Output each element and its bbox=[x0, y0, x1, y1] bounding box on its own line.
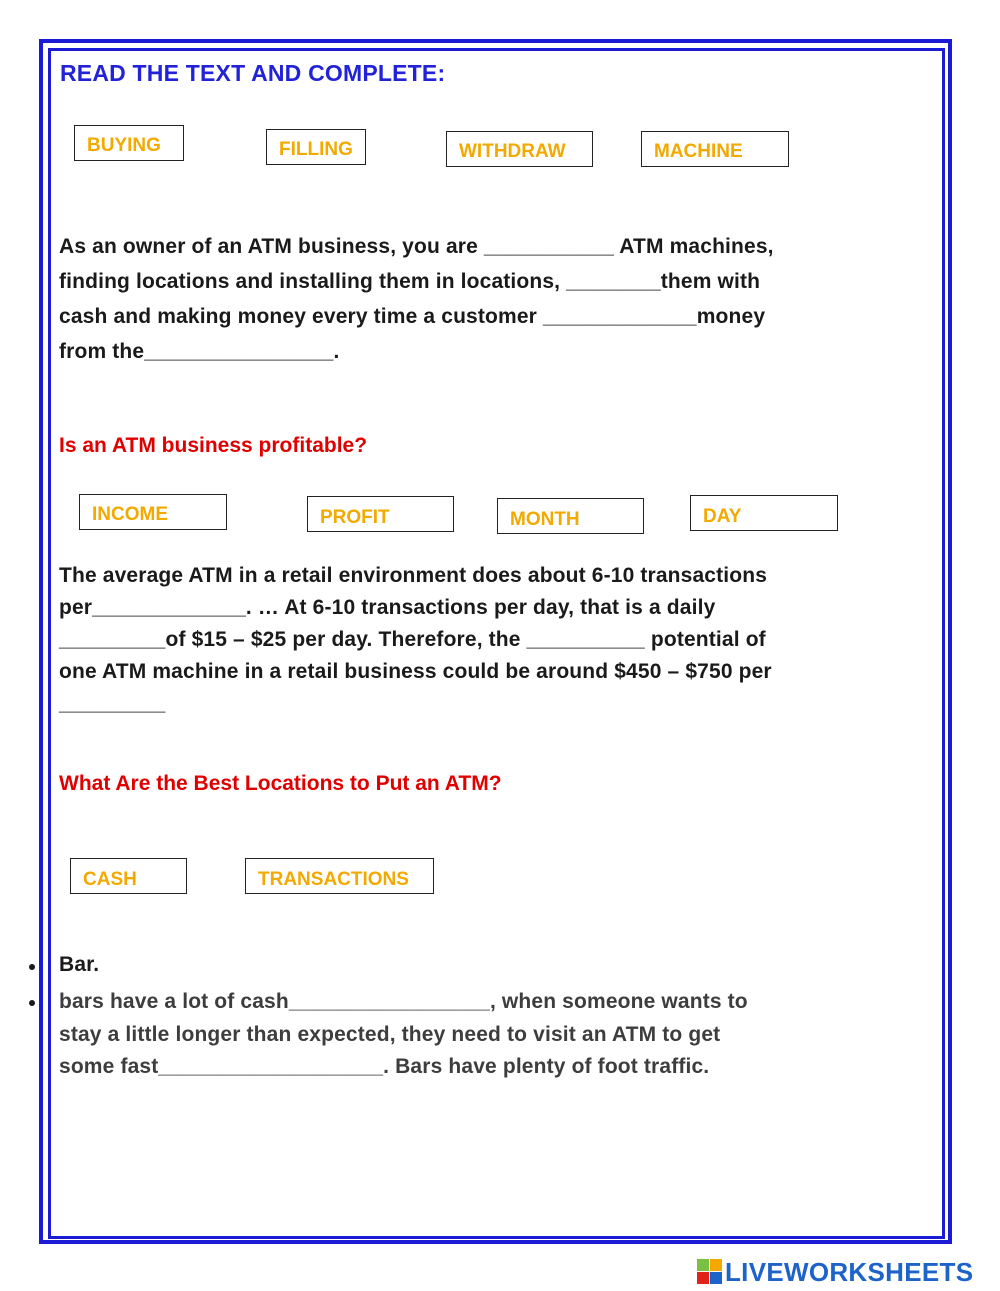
word-box-month[interactable] bbox=[497, 498, 644, 534]
word-label: PROFIT bbox=[320, 507, 390, 528]
paragraph-2-line-5: _________ bbox=[59, 692, 166, 715]
liveworksheets-logo bbox=[697, 1258, 973, 1286]
heading-best-locations: What Are the Best Locations to Put an ATM? bbox=[59, 772, 502, 795]
word-label: CASH bbox=[83, 869, 137, 890]
heading-profitable: Is an ATM business profitable? bbox=[59, 434, 368, 457]
word-box-withdraw[interactable] bbox=[446, 131, 593, 167]
paragraph-2-line-3: _________of $15 – $25 per day. Therefore, the __________ potential of bbox=[59, 628, 766, 651]
logo-text: LIVEWORKSHEETS bbox=[725, 1257, 974, 1287]
word-box-buying[interactable] bbox=[74, 125, 184, 161]
word-label: WITHDRAW bbox=[459, 141, 566, 162]
paragraph-2-line-1: The average ATM in a retail environment does about 6-10 transactions bbox=[59, 564, 768, 587]
word-box-machine[interactable] bbox=[641, 131, 789, 167]
word-box-income[interactable] bbox=[79, 494, 227, 530]
word-box-filling[interactable] bbox=[266, 129, 366, 165]
word-box-profit[interactable] bbox=[307, 496, 454, 532]
word-box-day[interactable] bbox=[690, 495, 838, 531]
page-title: READ THE TEXT AND COMPLETE: bbox=[60, 60, 446, 86]
paragraph-2-line-4: one ATM machine in a retail business could be around $450 – $750 per bbox=[59, 660, 772, 683]
word-label: MONTH bbox=[510, 509, 580, 530]
paragraph-1-line-3: cash and making money every time a customer _____________money bbox=[59, 305, 766, 328]
paragraph-1-line-1: As an owner of an ATM business, you are ___________ ATM machines, bbox=[59, 235, 774, 258]
bullet-2-line-2: stay a little longer than expected, they need to visit an ATM to get bbox=[59, 1023, 721, 1046]
word-label: INCOME bbox=[92, 504, 168, 525]
bullet-dot bbox=[29, 1000, 35, 1006]
bullet-bar: Bar. bbox=[59, 953, 100, 976]
word-box-cash[interactable] bbox=[70, 858, 187, 894]
paragraph-1-line-4: from the________________. bbox=[59, 340, 340, 363]
bullet-2-line-3: some fast___________________. Bars have plenty of foot traffic. bbox=[59, 1055, 710, 1078]
word-label: TRANSACTIONS bbox=[258, 869, 409, 890]
word-label: FILLING bbox=[279, 139, 353, 160]
paragraph-1-line-2: finding locations and installing them in locations, ________them with bbox=[59, 270, 761, 293]
word-box-transactions[interactable] bbox=[245, 858, 434, 894]
word-label: BUYING bbox=[87, 135, 161, 156]
word-label: DAY bbox=[703, 506, 742, 527]
paragraph-2-line-2: per_____________. … At 6-10 transactions per day, that is a daily bbox=[59, 596, 716, 619]
bullet-2-line-1: bars have a lot of cash_________________, when someone wants to bbox=[59, 990, 748, 1013]
logo-mark-icon bbox=[697, 1259, 723, 1285]
bullet-dot bbox=[29, 964, 35, 970]
word-label: MACHINE bbox=[654, 141, 743, 162]
